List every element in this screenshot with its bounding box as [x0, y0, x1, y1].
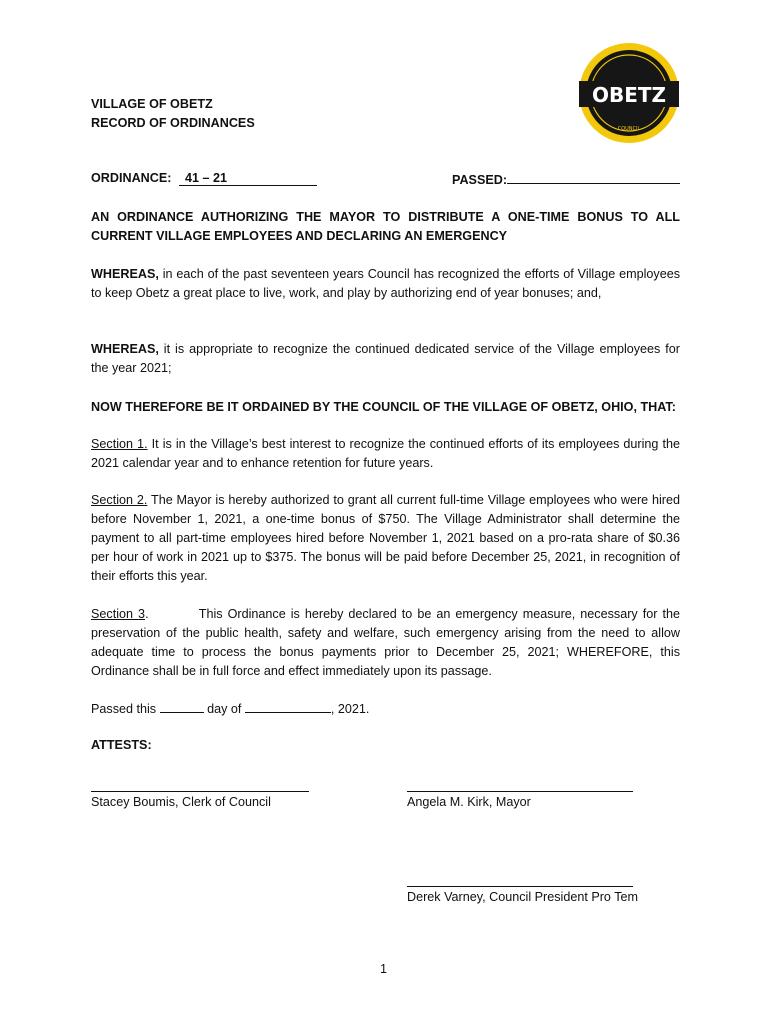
section-text: The Mayor is hereby authorized to grant all current full-time Village employees who were hired before November 1, 2021, a one-time bonus of $750. The Village Administrator shall determine the payment to all part-time employees hired before November 1, 2021 based on a pro-rata share of $0.36 per hour of work in 2021 up to $375. The bonus will be paid before December 25, 2021, in recognition of their efforts this year.: [91, 493, 680, 583]
ordained-clause: NOW THEREFORE BE IT ORDAINED BY THE COUNCIL OF THE VILLAGE OF OBETZ, OHIO, THAT:: [91, 400, 676, 414]
section-label: Section 2.: [91, 493, 148, 507]
logo-name: OBETZ: [591, 83, 667, 107]
section-3: [91, 605, 684, 681]
whereas-text: it is appropriate to recognize the continued dedicated service of the Village employees for the year 2021;: [91, 342, 680, 375]
month-blank: [245, 700, 331, 713]
ordinance-line: [91, 171, 321, 186]
whereas-text: in each of the past seventeen years Council has recognized the efforts of Village employees to keep Obetz a great place to live, work, and play by authorizing end of year bonuses; and,: [91, 267, 680, 300]
passed-blank: [507, 171, 680, 184]
ordinance-number: 41 – 21: [179, 171, 317, 186]
ordinance-title: AN ORDINANCE AUTHORIZING THE MAYOR TO DISTRIBUTE A ONE-TIME BONUS TO ALL CURRENT VILLAGE EMPLOYEES AND DECLARING AN EMERGENCY: [91, 210, 680, 243]
header-village: VILLAGE OF OBETZ: [91, 97, 213, 111]
president-signature-name: Derek Varney, Council President Pro Tem: [407, 890, 638, 904]
document-header: [91, 95, 255, 133]
passed-date-line: [91, 700, 369, 716]
president-signature-line: [407, 886, 633, 887]
page-number: 1: [380, 962, 388, 976]
section-label: Section 3: [91, 607, 146, 621]
mayor-signature-name: Angela M. Kirk, Mayor: [407, 795, 531, 809]
attests-heading: ATTESTS:: [91, 738, 152, 752]
passed-middle: day of: [203, 702, 245, 716]
clerk-signature-name: Stacey Boumis, Clerk of Council: [91, 795, 271, 809]
whereas-lead: WHEREAS,: [91, 267, 159, 281]
section-2: [91, 491, 680, 586]
passed-prefix: Passed this: [91, 702, 160, 716]
mayor-signature-line: [407, 791, 633, 792]
passed-label: PASSED:: [452, 173, 508, 187]
section-label: Section 1.: [91, 437, 148, 451]
clerk-signature-line: [91, 791, 309, 792]
section-text: . This Ordinance is hereby declared to be an emergency measure, necessary for the preservation of the public health, safety and welfare, such emergency arising from the need to allow adequate time to process the bonus payments prior to December 25, 2021; WHEREFORE, this Ordinance shall be in full force and effect immediately upon its passage.: [91, 607, 684, 678]
section-1: [91, 435, 680, 473]
header-record: RECORD OF ORDINANCES: [91, 116, 255, 130]
whereas-lead: WHEREAS,: [91, 342, 159, 356]
obetz-logo: [578, 42, 680, 144]
passed-field: [452, 171, 680, 187]
whereas-paragraph-1: [91, 265, 680, 303]
logo-subtext: COUNCIL: [617, 126, 641, 132]
passed-suffix: , 2021.: [330, 702, 370, 716]
day-blank: [160, 700, 204, 713]
ordinance-label: ORDINANCE:: [91, 171, 172, 185]
whereas-paragraph-2: [91, 340, 680, 378]
section-text: It is in the Village’s best interest to recognize the continued efforts of its employees during the 2021 calendar year and to enhance retention for future years.: [91, 437, 680, 470]
